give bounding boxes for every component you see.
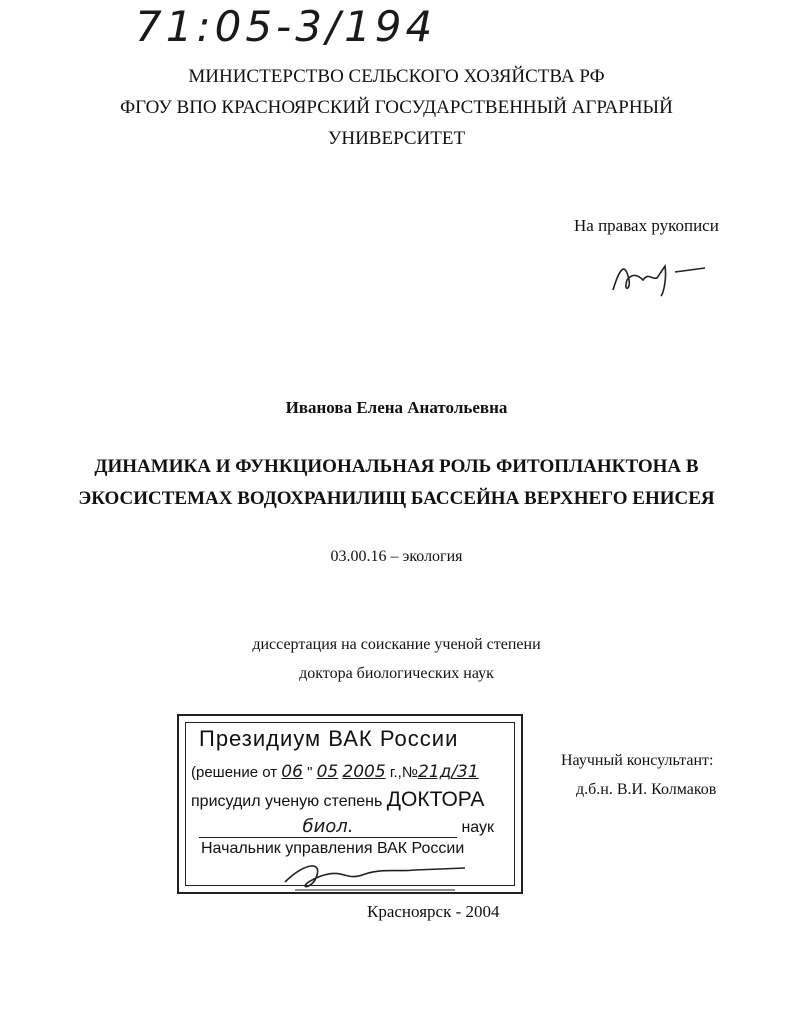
stamp-quote-mark: "	[307, 764, 313, 781]
degree-line-2: доктора биологических наук	[299, 665, 494, 682]
manuscript-note: На правах рукописи	[574, 216, 719, 235]
stamp-decision-number: 21д/31	[417, 762, 479, 782]
stamp-number-label: №	[401, 764, 418, 781]
university-line-1: ФГОУ ВПО КРАСНОЯРСКИЙ ГОСУДАРСТВЕННЫЙ АГРАРНЫЙ	[120, 97, 673, 118]
stamp-decision-day: 06	[281, 762, 303, 782]
stamp-signature	[275, 852, 475, 894]
stamp-field-suffix: наук	[461, 819, 495, 836]
stamp-decision-line	[191, 762, 479, 782]
thesis-title-line-1: ДИНАМИКА И ФУНКЦИОНАЛЬНАЯ РОЛЬ ФИТОПЛАНКТОНА В	[94, 456, 699, 477]
archive-code: 71:05-3/194	[135, 2, 437, 51]
stamp-head-line: Начальник управления ВАК России	[201, 840, 465, 857]
stamp-title: Президиум ВАК России	[199, 726, 459, 751]
consultant-label: Научный консультант:	[561, 752, 714, 769]
stamp-decision-year: 2005	[342, 762, 386, 782]
vak-stamp	[177, 714, 523, 894]
stamp-year-suffix: г.,	[389, 764, 402, 781]
stamp-awarded-degree: ДОКТОРА	[386, 788, 485, 811]
ministry-line: МИНИСТЕРСТВО СЕЛЬСКОГО ХОЗЯЙСТВА РФ	[188, 66, 605, 87]
thesis-title-line-2: ЭКОСИСТЕМАХ ВОДОХРАНИЛИЩ БАССЕЙНА ВЕРХНЕГО ЕНИСЕЯ	[78, 488, 715, 509]
consultant-name: д.б.н. В.И. Колмаков	[576, 781, 717, 798]
specialty-code: 03.00.16 – экология	[330, 548, 463, 565]
city-year: Красноярск - 2004	[367, 902, 500, 921]
stamp-decision-month: 05	[316, 762, 339, 782]
degree-line-1: диссертация на соискание ученой степени	[252, 636, 541, 653]
stamp-field-line	[199, 816, 509, 838]
stamp-awarded-prefix: присудил ученую степень	[191, 793, 383, 810]
university-line-2: УНИВЕРСИТЕТ	[327, 128, 466, 149]
signature-mark	[605, 250, 715, 300]
stamp-decision-prefix: (решение от	[191, 764, 278, 781]
stamp-field-handwritten: биол.	[302, 816, 354, 837]
author-name: Иванова Елена Анатольевна	[285, 398, 508, 417]
stamp-awarded-line	[191, 788, 484, 812]
